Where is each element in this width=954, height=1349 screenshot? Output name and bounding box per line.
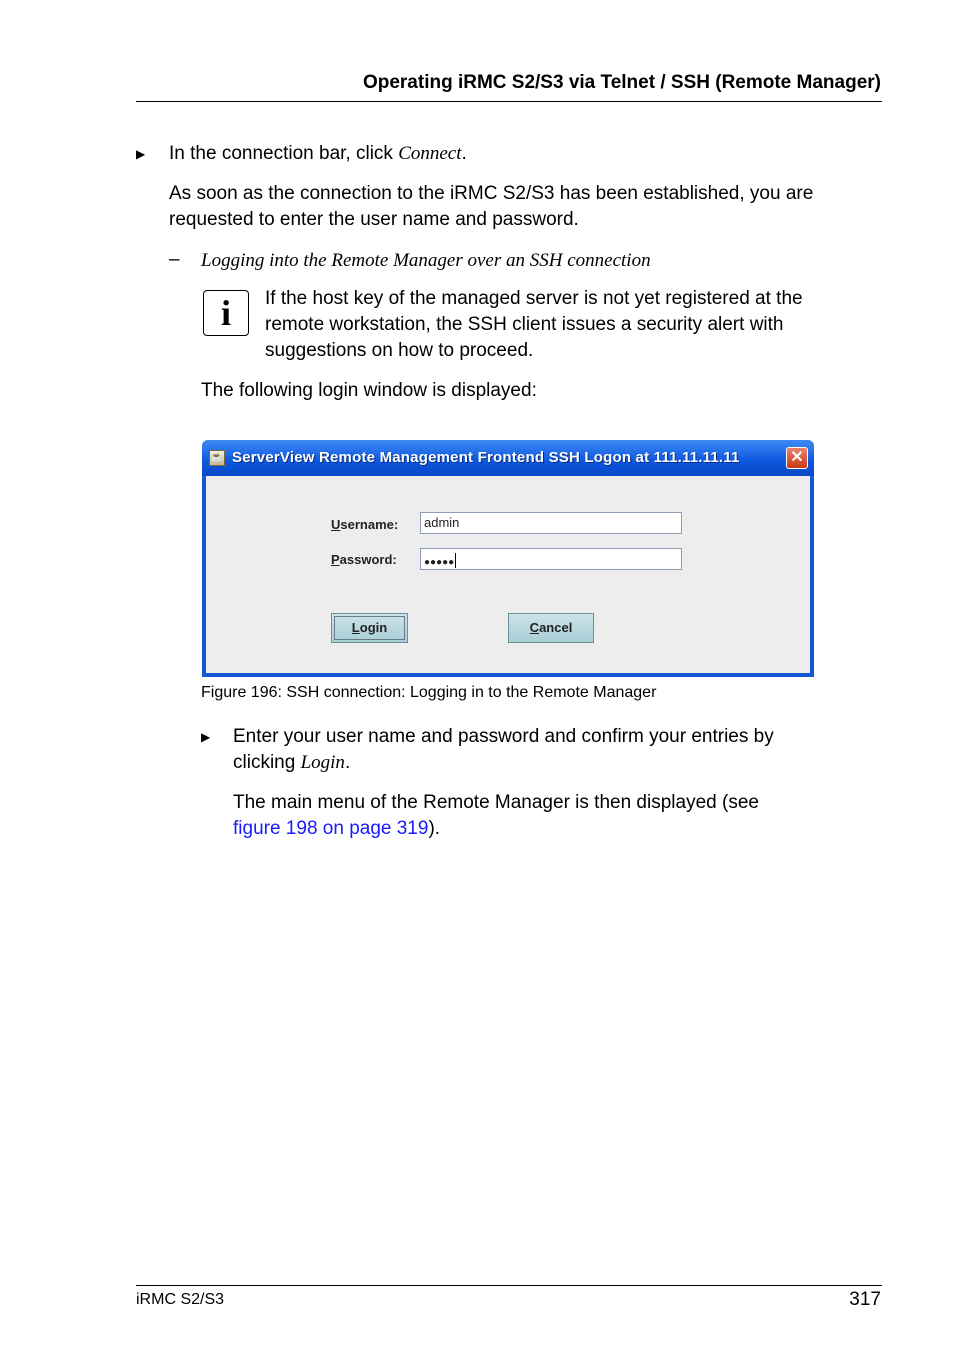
info-icon: i — [203, 290, 249, 336]
step-connect — [169, 141, 467, 167]
dash-marker: – — [169, 249, 180, 270]
ssh-logon-window — [202, 440, 814, 677]
step-login-line: clicking Login. — [233, 752, 351, 773]
text-caret — [455, 553, 456, 568]
info-line: suggestions on how to proceed. — [265, 340, 534, 361]
username-label: Username: — [331, 517, 399, 532]
step-connect-suffix: . — [461, 143, 467, 164]
cancel-button[interactable]: Cancel — [508, 613, 594, 643]
footer-rule — [136, 1285, 882, 1286]
password-mask: ●●●●● — [424, 557, 455, 568]
step-connect-emphasis: Connect — [398, 143, 462, 164]
window-title: ServerView Remote Management Frontend SSH Logon at 111.11.11.11 — [232, 449, 740, 466]
running-header: Operating iRMC S2/S3 via Telnet / SSH (Remote Manager) — [362, 72, 881, 93]
info-note — [265, 286, 803, 364]
step-login — [233, 724, 774, 776]
bullet-arrow-icon: ▶ — [136, 147, 146, 161]
header-rule — [136, 101, 882, 102]
step-login-emphasis: Login — [300, 752, 345, 773]
paragraph-line: figure 198 on page 319). — [233, 818, 441, 839]
login-button[interactable]: Login — [331, 613, 408, 643]
java-cup-icon: ☕ — [209, 450, 225, 466]
password-input[interactable] — [420, 548, 682, 570]
paragraph-line: The main menu of the Remote Manager is then displayed (see — [233, 792, 759, 813]
dash-item-text: Logging into the Remote Manager over an SSH connection — [201, 250, 651, 271]
figure-reference-link[interactable]: figure 198 on page 319 — [233, 818, 429, 839]
info-line: remote workstation, the SSH client issues a security alert with — [265, 314, 784, 335]
page-number: 317 — [849, 1289, 881, 1310]
window-client-area — [206, 476, 810, 673]
close-button[interactable]: ✕ — [786, 447, 808, 469]
paragraph-line: As soon as the connection to the iRMC S2/S3 has been established, you are — [169, 183, 814, 204]
window-titlebar — [202, 440, 814, 476]
paragraph-line: requested to enter the user name and password. — [169, 209, 579, 230]
username-input[interactable]: admin — [420, 512, 682, 534]
footer-product: iRMC S2/S3 — [136, 1291, 225, 1308]
step-login-line: Enter your user name and password and confirm your entries by — [233, 726, 774, 747]
info-line: If the host key of the managed server is not yet registered at the — [265, 288, 803, 309]
paragraph-connection — [169, 181, 813, 233]
step-connect-prefix: In the connection bar, click — [169, 143, 399, 164]
paragraph-main-menu — [233, 790, 759, 842]
bullet-arrow-icon: ▶ — [201, 730, 211, 744]
password-label: Password: — [331, 552, 397, 567]
figure-caption: Figure 196: SSH connection: Logging in to the Remote Manager — [201, 684, 657, 701]
paragraph-login-window: The following login window is displayed: — [201, 380, 537, 401]
